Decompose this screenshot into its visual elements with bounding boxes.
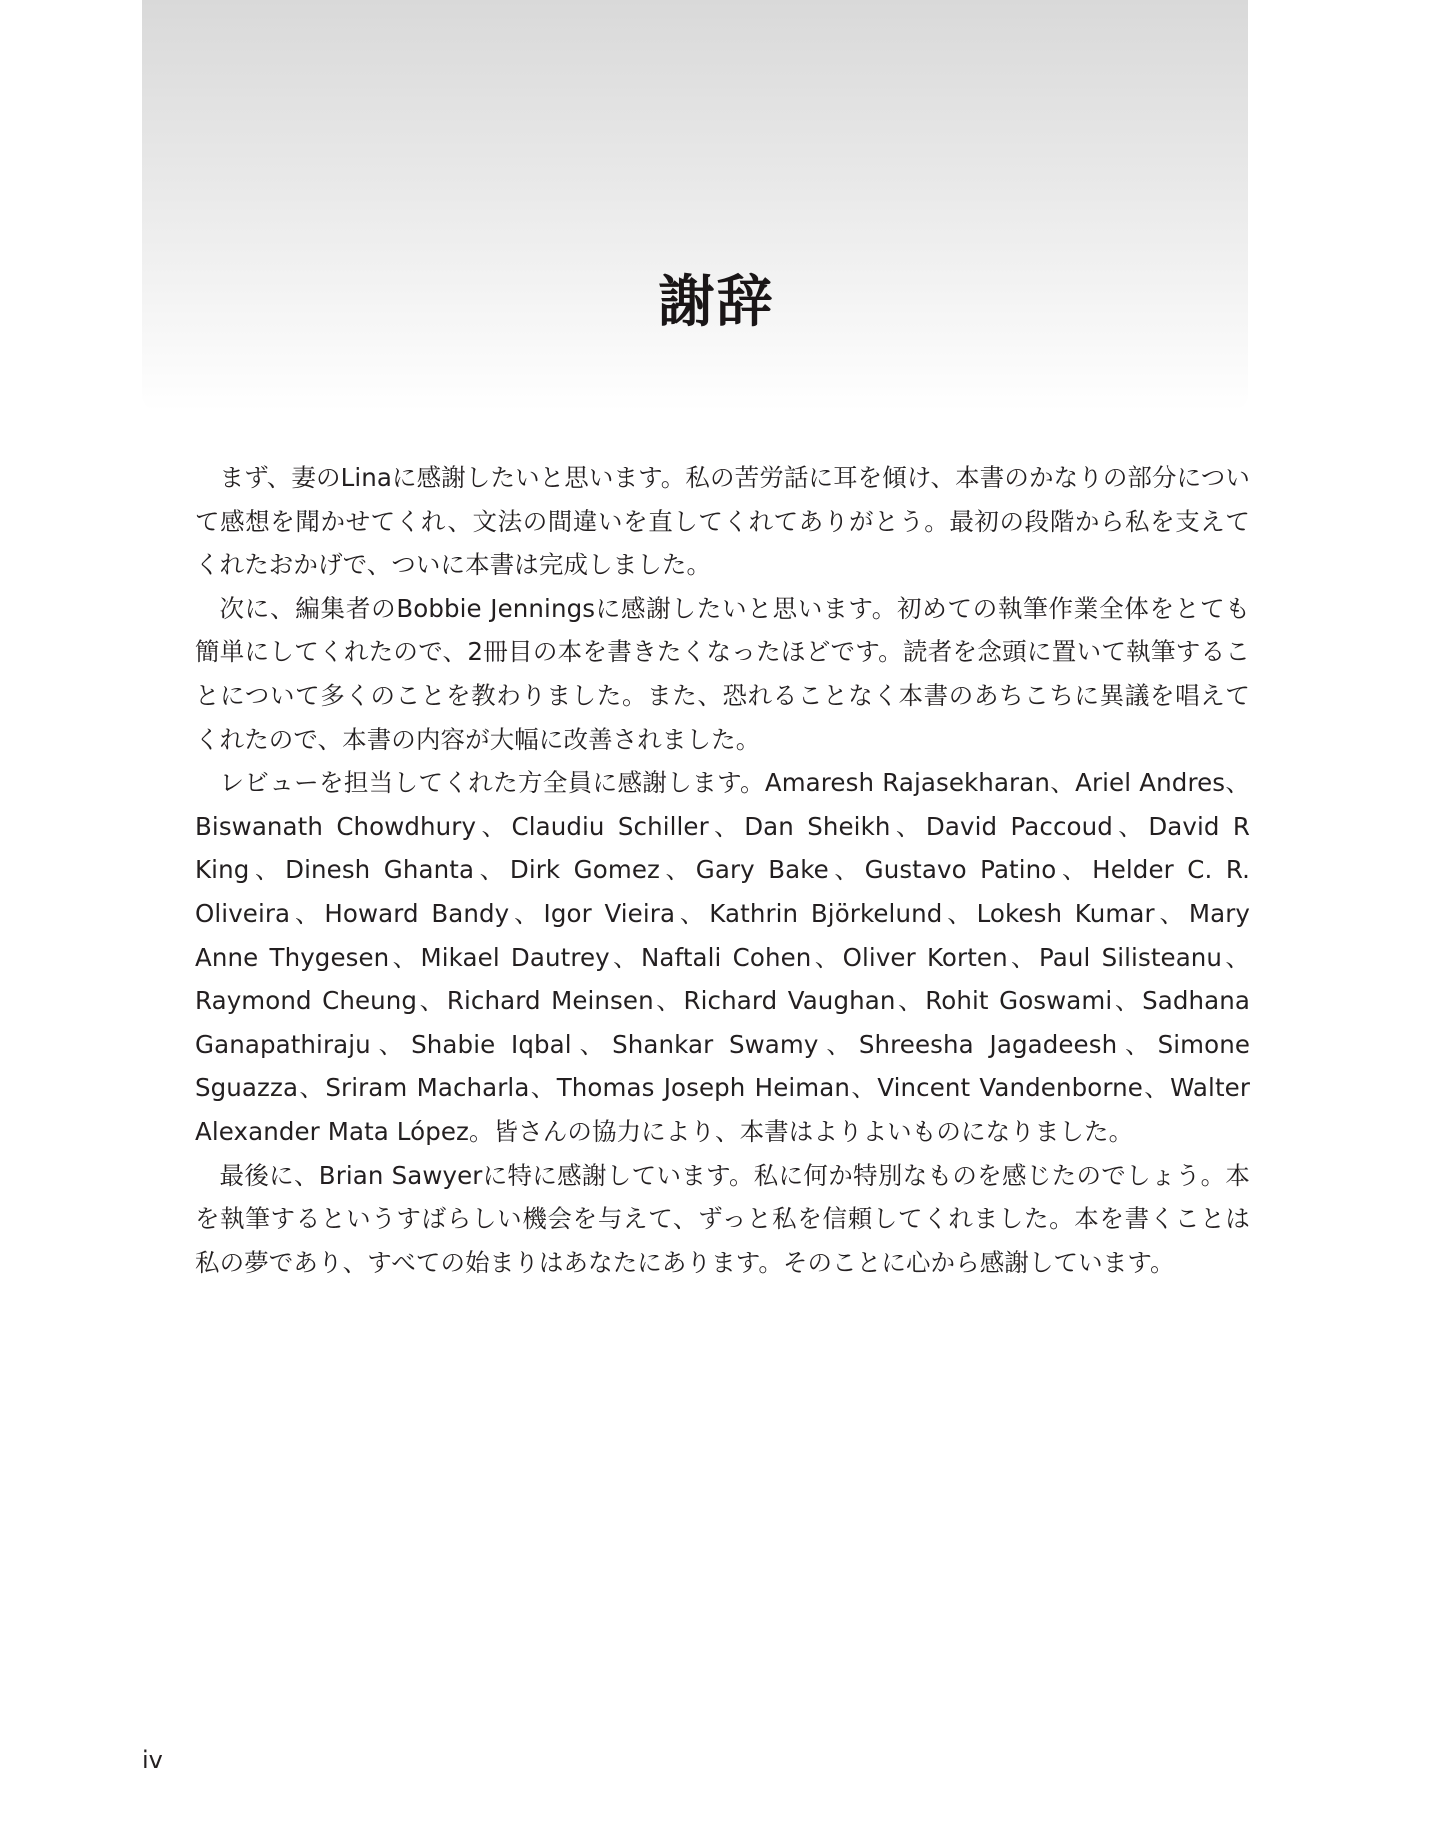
chapter-title: 謝辞 <box>657 268 777 338</box>
chapter-header-band <box>142 0 1248 412</box>
chapter-title-container <box>0 268 1433 338</box>
paragraph-wife: まず、妻のLinaに感謝したいと思います。私の苦労話に耳を傾け、本書のかなりの部分について感想を聞かせてくれ、文法の間違いを直してくれてありがとう。最初の段階から私を支えてくれたおかげで、ついに本書は完成しました。 <box>195 463 1250 580</box>
paragraph-editor: 次に、編集者のBobbie Jenningsに感謝したいと思います。初めての執筆作業全体をとても簡単にしてくれたので、2冊目の本を書きたくなったほどです。読者を念頭に置いて執筆することについて多くのことを教わりました。また、恐れることなく本書のあちこちに異議を唱えてくれたので、本書の内容が大幅に改善されました。 <box>195 593 1250 754</box>
paragraph-reviewers: レビューを担当してくれた方全員に感謝します。Amaresh Rajasekharan、Ariel Andres、Biswanath Chowdhury、Claudiu Schiller、Dan Sheikh、David Paccoud、David R King、Dinesh Ghanta、Dirk Gomez、Gary Bake、Gustavo Patino、Helder C. R. Oliveira、Howard Bandy、Igor Vieira、Kathrin Björkelund、Lokesh Kumar、Mary Anne Thygesen、Mikael Dautrey、Naftali Cohen、Oliver Korten、Paul Silisteanu、Raymond Cheung、Richard Meinsen、Richard Vaughan、Rohit Goswami、Sadhana Ganapathiraju、Shabie Iqbal、Shankar Swamy、Shreesha Jagadeesh、Simone Sguazza、Sriram Macharla、Thomas Joseph Heiman、Vincent Vandenborne、Walter Alexander Mata López。皆さんの協力により、本書はよりよいものになりました。 <box>195 768 1250 1146</box>
page-number: iv <box>142 1746 163 1774</box>
paragraph-brian-sawyer: 最後に、Brian Sawyerに特に感謝しています。私に何か特別なものを感じたのでしょう。本を執筆するというすばらしい機会を与えて、ずっと私を信頼してくれました。本を書くことは私の夢であり、すべての始まりはあなたにあります。そのことに心から感謝しています。 <box>195 1160 1250 1277</box>
acknowledgements-body <box>195 456 1250 1284</box>
